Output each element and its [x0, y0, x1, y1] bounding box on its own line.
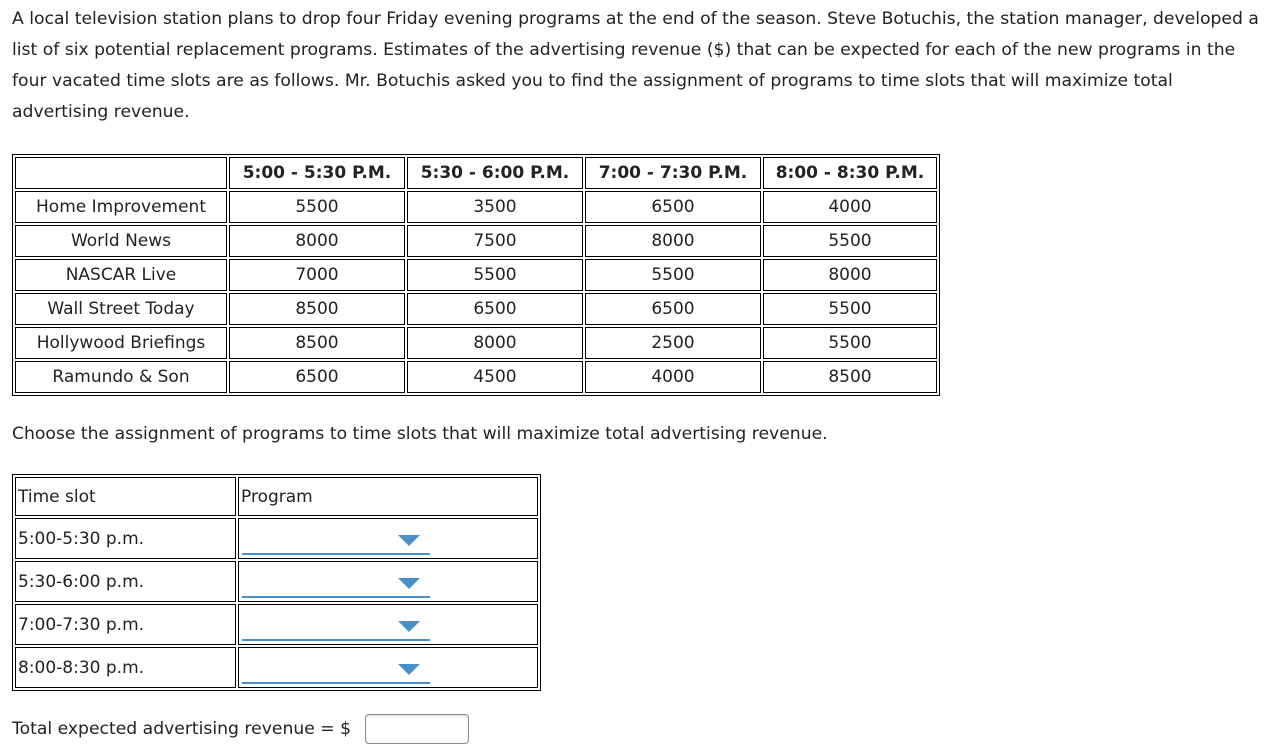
program-dropdown-slot-1[interactable]: [242, 523, 430, 555]
program-name: Ramundo & Son: [15, 361, 227, 393]
revenue-cell: 5500: [763, 327, 937, 359]
revenue-table: [12, 154, 940, 396]
revenue-cell: 8500: [229, 327, 405, 359]
total-revenue-input[interactable]: [365, 714, 469, 744]
revenue-cell: 8000: [407, 327, 583, 359]
header-slot-1: 5:00 - 5:30 P.M.: [229, 157, 405, 189]
table-row: [15, 518, 538, 559]
header-time-slot: Time slot: [15, 477, 236, 516]
program-cell: [238, 647, 538, 688]
problem-statement: A local television station plans to drop four Friday evening programs at the end of the season. Steve Botuchis, the station manager, developed a list of six potential replacement programs. Estimates of the advertising revenue ($) that can be expected for each of the new programs in the four vacated time slots are as follows. Mr. Botuchis asked you to find the assignment of programs to time slots that will maximize total advertising revenue.: [12, 9, 1259, 122]
revenue-cell: 8500: [763, 361, 937, 393]
revenue-cell: 8000: [229, 225, 405, 257]
program-dropdown-slot-4[interactable]: [242, 652, 430, 684]
revenue-cell: 8000: [585, 225, 761, 257]
revenue-cell: 5500: [763, 225, 937, 257]
revenue-cell: 6500: [407, 293, 583, 325]
revenue-cell: 7000: [229, 259, 405, 291]
table-row: [15, 225, 937, 257]
program-name: NASCAR Live: [15, 259, 227, 291]
revenue-cell: 4000: [763, 191, 937, 223]
revenue-cell: 7500: [407, 225, 583, 257]
chevron-down-icon[interactable]: [398, 621, 420, 632]
header-slot-4: 8:00 - 8:30 P.M.: [763, 157, 937, 189]
assignment-header-row: [15, 477, 538, 516]
instruction-text: Choose the assignment of programs to time slots that will maximize total advertising revenue.: [12, 424, 828, 444]
program-name: Hollywood Briefings: [15, 327, 227, 359]
revenue-cell: 5500: [763, 293, 937, 325]
chevron-down-icon[interactable]: [398, 535, 420, 546]
program-name: Wall Street Today: [15, 293, 227, 325]
revenue-cell: 5500: [407, 259, 583, 291]
total-revenue-label: Total expected advertising revenue = $: [12, 719, 352, 739]
program-dropdown-slot-3[interactable]: [242, 609, 430, 641]
time-slot-label: 5:30-6:00 p.m.: [15, 561, 236, 602]
table-row: [15, 293, 937, 325]
revenue-cell: 8500: [229, 293, 405, 325]
total-revenue-row: [12, 712, 469, 746]
chevron-down-icon[interactable]: [398, 578, 420, 589]
table-row: [15, 604, 538, 645]
program-name: Home Improvement: [15, 191, 227, 223]
revenue-cell: 8000: [763, 259, 937, 291]
program-dropdown-slot-2[interactable]: [242, 566, 430, 598]
revenue-cell: 6500: [585, 191, 761, 223]
program-cell: [238, 604, 538, 645]
chevron-down-icon[interactable]: [398, 664, 420, 675]
revenue-cell: 3500: [407, 191, 583, 223]
time-slot-label: 8:00-8:30 p.m.: [15, 647, 236, 688]
table-row: [15, 647, 538, 688]
revenue-header-row: [15, 157, 937, 189]
revenue-cell: 4000: [585, 361, 761, 393]
program-cell: [238, 561, 538, 602]
time-slot-label: 5:00-5:30 p.m.: [15, 518, 236, 559]
revenue-cell: 6500: [229, 361, 405, 393]
table-row: [15, 561, 538, 602]
revenue-cell: 5500: [229, 191, 405, 223]
header-slot-2: 5:30 - 6:00 P.M.: [407, 157, 583, 189]
table-row: [15, 191, 937, 223]
table-row: [15, 259, 937, 291]
table-row: [15, 361, 937, 393]
header-slot-3: 7:00 - 7:30 P.M.: [585, 157, 761, 189]
program-name: World News: [15, 225, 227, 257]
table-row: [15, 327, 937, 359]
header-program: Program: [238, 477, 538, 516]
program-cell: [238, 518, 538, 559]
time-slot-label: 7:00-7:30 p.m.: [15, 604, 236, 645]
revenue-cell: 4500: [407, 361, 583, 393]
assignment-table: [12, 474, 541, 691]
revenue-cell: 5500: [585, 259, 761, 291]
revenue-cell: 2500: [585, 327, 761, 359]
revenue-cell: 6500: [585, 293, 761, 325]
header-corner: [15, 157, 227, 189]
